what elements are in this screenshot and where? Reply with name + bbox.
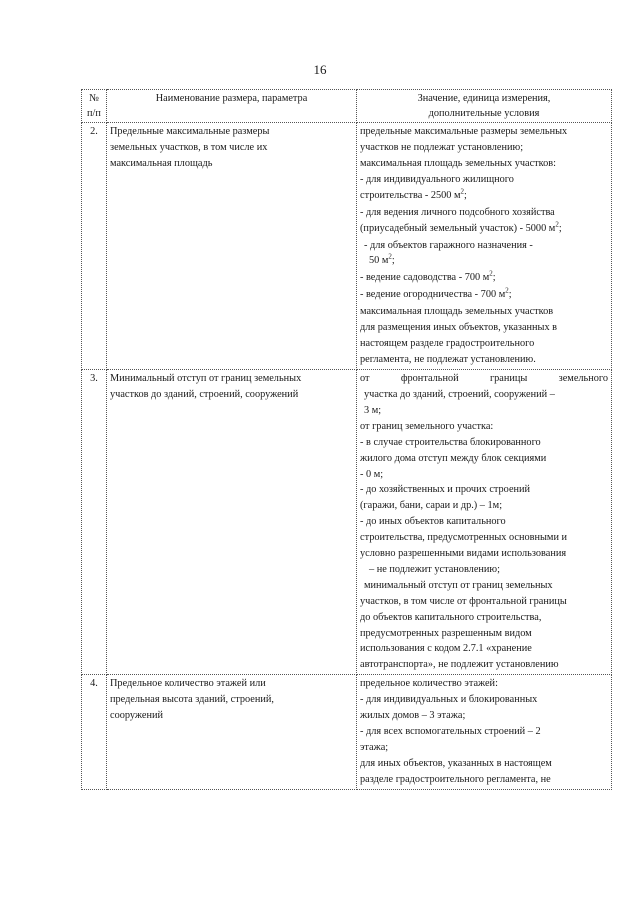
text-line: - 0 м;	[360, 468, 384, 480]
text-line: до объектов капитального строительства,	[360, 611, 542, 623]
text-line: земельных участков, в том числе их	[110, 141, 268, 153]
text-line: жилых домов – 3 этажа;	[360, 710, 466, 722]
text-line: - для индивидуального жилищного	[360, 173, 514, 185]
text-line: условно разрешенными видами использования	[360, 548, 567, 560]
text-line	[360, 270, 608, 287]
header-value-line: Значение, единица измерения,	[417, 93, 551, 104]
text-line: предельные максимальные размеры земельных	[360, 126, 568, 137]
text-span: - ведение садоводства - 700 м	[360, 272, 490, 284]
text-line: (гаражи, бани, сараи и др.) – 1м;	[360, 500, 503, 512]
text-line: Минимальный отступ от границ земельных	[110, 373, 302, 385]
text-line: - для объектов гаражного назначения -	[364, 239, 533, 251]
text-line: от фронтальной границы земельного	[360, 373, 608, 385]
row-number: 4.	[82, 675, 107, 789]
text-line: сооружений	[110, 710, 163, 722]
text-line: - до хозяйственных и прочих строений	[360, 484, 531, 496]
header-value-line: дополнительные условия	[428, 108, 540, 119]
table-row	[82, 123, 612, 370]
row-value	[357, 123, 612, 370]
text-line: для размещения иных объектов, указанных в	[360, 322, 558, 334]
table-row	[82, 370, 612, 675]
text-span: строительства - 2500 м	[360, 189, 461, 201]
row-number: 2.	[82, 123, 107, 370]
superscript: 2	[460, 187, 465, 196]
text-line: участков до зданий, строений, сооружений	[110, 388, 299, 400]
text-span: - ведение огородничества - 700 м	[360, 289, 506, 301]
text-span: ;	[464, 189, 467, 201]
superscript: 2	[489, 270, 493, 279]
text-span: ;	[391, 255, 395, 267]
row-name	[107, 675, 357, 789]
superscript: 2	[505, 287, 509, 296]
header-value	[357, 90, 612, 123]
text-line: этажа;	[360, 741, 389, 753]
superscript: 2	[555, 220, 559, 229]
superscript: 2	[388, 253, 392, 262]
text-line: участков, в том числе от фронтальной границы	[360, 595, 567, 607]
text-line: 3 м;	[364, 404, 382, 416]
row-number: 3.	[82, 370, 107, 675]
text-line: строительства, предусмотренных основными и	[360, 532, 568, 544]
text-line	[360, 287, 608, 304]
text-line: использования с кодом 2.7.1 «хранение	[360, 643, 532, 655]
text-span: ;	[558, 222, 562, 234]
text-line: жилого дома отступ между блок секциями	[360, 452, 547, 464]
text-line: разделе градостроительного регламента, не	[360, 773, 551, 785]
text-line: от границ земельного участка:	[360, 420, 494, 432]
header-number-line: п/п	[87, 108, 101, 119]
header-number	[82, 90, 107, 123]
text-line: - для ведения личного подсобного хозяйства	[360, 206, 555, 218]
text-line: максимальная площадь земельных участков:	[360, 157, 557, 169]
row-value	[357, 675, 612, 789]
text-line: - до иных объектов капитального	[360, 516, 506, 528]
text-line: максимальная площадь земельных участков	[360, 306, 554, 318]
row-name	[107, 370, 357, 675]
text-line: максимальная площадь	[110, 157, 213, 169]
text-line: предусмотренных разрешенным видом	[360, 627, 532, 639]
text-line: предельная высота зданий, строений,	[110, 694, 274, 706]
text-line: автотранспорта», не подлежит установлению	[360, 659, 559, 671]
text-span: (приусадебный земельный участок) - 5000 м	[360, 222, 556, 234]
page-number: 16	[313, 62, 327, 77]
text-line	[360, 253, 608, 270]
table-header-row	[82, 90, 612, 123]
text-line: - для индивидуальных и блокированных	[360, 694, 538, 706]
text-line: предельное количество этажей:	[360, 678, 498, 690]
text-line	[360, 221, 608, 238]
header-name: Наименование размера, параметра	[107, 90, 357, 123]
text-span: 50 м	[369, 255, 389, 267]
text-line: участка до зданий, строений, сооружений –	[364, 388, 555, 400]
text-line: участков не подлежат установлению;	[360, 141, 524, 153]
text-line: настоящем разделе градостроительного	[360, 338, 535, 350]
row-value	[357, 370, 612, 675]
text-line: для иных объектов, указанных в настоящем	[360, 757, 552, 769]
text-line: минимальный отступ от границ земельных	[364, 579, 553, 591]
text-line: Предельные максимальные размеры	[110, 126, 270, 137]
text-line: Предельное количество этажей или	[110, 678, 266, 690]
text-line: регламента, не подлежат установлению.	[360, 354, 536, 366]
header-number-line: №	[89, 93, 99, 104]
text-line: – не подлежит установлению;	[369, 563, 500, 575]
row-name	[107, 123, 357, 370]
text-line	[360, 188, 608, 205]
parameters-table	[81, 89, 612, 790]
text-span: ;	[508, 289, 512, 301]
text-span: ;	[492, 272, 496, 284]
table-row	[82, 675, 612, 789]
text-line: - в случае строительства блокированного	[360, 436, 541, 448]
text-line: - для всех вспомогательных строений – 2	[360, 726, 541, 737]
